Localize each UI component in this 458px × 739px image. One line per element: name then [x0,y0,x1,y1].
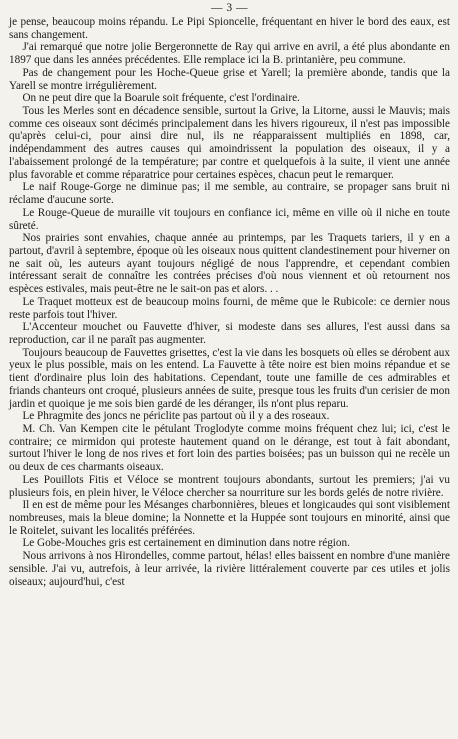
paragraph: Le Rouge-Queue de muraille vit toujours en confiance ici, même en ville où il niche en toute sûreté. [9,206,450,232]
paragraph: Le Gobe-Mouches gris est certainement en diminution dans notre région. [22,537,350,550]
paragraph: Tous les Merles sont en décadence sensible, surtout la Grive, la Litorne, aussi le Mauvis; mais comme ces oiseaux sont décimés principalement dans les hivers rigoureux, il n'est pas impossible qu'après celui-ci, pour ainsi dire nul, ils ne réapparaissent multipliés en 1898, car, indépendamment des autres causes qui amoindrissent la population des oiseaux, il y a l'abaissement prolongé de la température; par contre et quelquefois à la suite, il vient une année plus favorable et comme réparatrice pour certaines espèces, chacun peut le remarquer. [9,105,450,181]
paragraph: On ne peut dire que la Boarule soit fréquente, c'est l'ordinaire. [22,92,300,105]
paragraph: Nos prairies sont envahies, chaque année au printemps, par les Traquets tariers, il y en a partout, d'avril à septembre, époque où les oiseaux nous quittent clandestinement pour hiverner on ne sait où, les auteurs ayant toujours négligé de nous l'apprendre, et cependant combien intéressant serait de connaître les contrées précises d'où nous viennent et où retournent nos espèces estivales, mais peut-être ne le sait-on pas et alors. . . [9,232,450,296]
paragraph: Toujours beaucoup de Fauvettes grisettes, c'est la vie dans les bosquets où elles se dérobent aux yeux le plus possible, mais on les entend. La Fauvette à tête noire est bien moins répandue et se tient d'ordinaire plus loin des habitations. Cependant, toute une famille de ces admirables et friands chanteurs ont croqué, plusieurs années de suite, presque tous les fruits d'un cerisier de mon jardin et quoique je me sois bien gardé de les déranger, ils n'ont plus reparu. [9,346,450,410]
page-number: — 3 — [211,2,248,14]
paragraph: L'Accenteur mouchet ou Fauvette d'hiver, si modeste dans ses allures, l'est aussi dans sa reproduction, car il ne paraît pas augmenter. [9,321,450,346]
paragraph: M. Ch. Van Kempen cite le pétulant Troglodyte comme moins fréquent chez lui; ici, c'est le contraire; ce mirmidon qui proteste hautement quand on le dérange, est tout à fait abondant, surtout l'hiver le long de nos rives et fort loin des parties boisées; pas un buisson qui ne recèle un ou deux de ces charmants oiseaux. [9,423,450,474]
paragraph: Le Traquet motteux est de beaucoup moins fourni, de même que le Rubicole: ce dernier nous reste parfois tout l'hiver. [9,295,450,321]
paragraph: Le Phragmite des joncs ne périclite pas partout où il y a des roseaux. [22,410,330,423]
body-text [9,16,450,588]
paragraph: je pense, beaucoup moins répandu. Le Pipi Spioncelle, fréquentant en hiver le bord des eaux, est sans changement. [9,16,450,41]
paragraph: Le naif Rouge-Gorge ne diminue pas; il me semble, au contraire, se propager sans bruit ni réclame d'aucune sorte. [9,181,450,207]
paragraph: Nous arrivons à nos Hirondelles, comme partout, hélas! elles baissent en nombre d'une manière sensible. J'ai vu, autrefois, à leur arrivée, la rivière littéralement couverte par ces utiles et jolis oiseaux; aujourd'hui, c'est [9,550,450,588]
paragraph: Il en est de même pour les Mésanges charbonnières, bleues et longicaudes qui sont visiblement nombreuses, mais la bleue domine; la Nonnette et la Huppée sont toujours en minorité, ainsi que le Roitelet, suivant les localités préférées. [9,499,450,537]
paragraph: J'ai remarqué que notre jolie Bergeronnette de Ray qui arrive en avril, a été plus abondante en 1897 que dans les années précédentes. Elle remplace ici la B. printanière, peu commune. [9,41,450,67]
paragraph: Pas de changement pour les Hoche-Queue grise et Yarell; la première abonde, tandis que la Yarell se montre irrégulièrement. [9,66,450,92]
paragraph: Les Pouillots Fitis et Véloce se montrent toujours abondants, surtout les premiers; j'ai vu plusieurs fois, en plein hiver, le Véloce chercher sa nourriture sur les bords gelés de notre rivière. [9,473,450,499]
